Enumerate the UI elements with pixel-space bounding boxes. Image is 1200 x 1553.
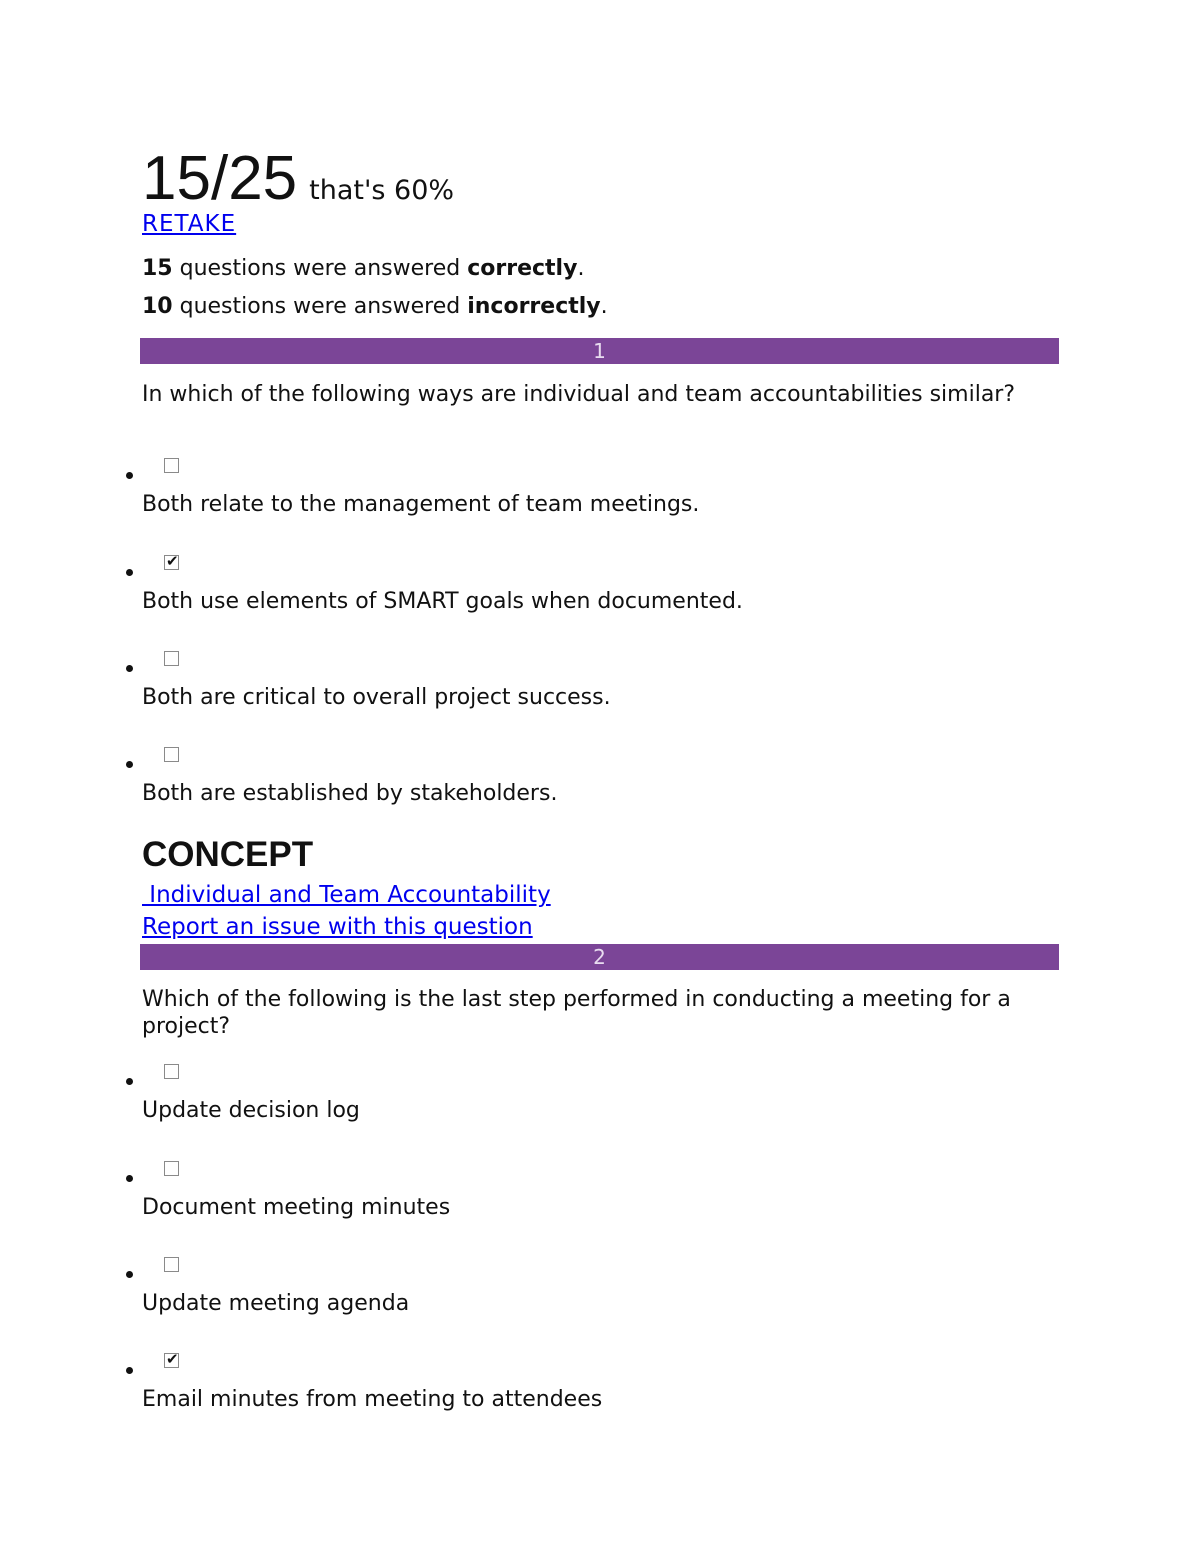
answer-checkbox[interactable] — [164, 1064, 179, 1079]
bullet — [126, 1175, 133, 1182]
concept-link[interactable]: Individual and Team Accountability — [142, 882, 551, 908]
answer-label: Both relate to the management of team meetings. — [142, 492, 700, 517]
correct-summary — [142, 256, 584, 281]
answer-checkbox[interactable] — [164, 1350, 179, 1368]
answer-checkbox[interactable] — [164, 458, 179, 473]
answer-checkbox[interactable] — [164, 1257, 179, 1272]
concept-heading: CONCEPT — [142, 835, 314, 874]
correct-summary-text: questions were answered — [172, 256, 468, 281]
answer-label: Both are critical to overall project success. — [142, 685, 611, 710]
bullet — [126, 1078, 133, 1085]
answer-checkbox[interactable] — [164, 651, 179, 666]
answer-label: Email minutes from meeting to attendees — [142, 1387, 603, 1412]
question-text: In which of the following ways are individual and team accountabilities similar? — [142, 382, 1016, 407]
bullet — [126, 761, 133, 768]
incorrect-summary — [142, 294, 608, 319]
answer-label: Update meeting agenda — [142, 1291, 410, 1316]
answer-option — [142, 458, 1042, 538]
answer-checkbox[interactable] — [164, 1161, 179, 1176]
incorrect-summary-text: questions were answered — [172, 294, 468, 319]
checkmark-icon: ✔ — [166, 552, 179, 570]
bullet — [126, 1271, 133, 1278]
bullet — [126, 1367, 133, 1374]
answer-checkbox[interactable] — [164, 747, 179, 762]
bullet — [126, 665, 133, 672]
score-header — [142, 144, 454, 214]
question-number-bar: 1 — [140, 338, 1059, 364]
report-issue-link[interactable]: Report an issue with this question — [142, 914, 533, 940]
incorrect-count: 10 — [142, 294, 173, 319]
answer-label: Update decision log — [142, 1098, 360, 1123]
answer-option — [142, 1161, 1042, 1241]
bullet — [126, 472, 133, 479]
answer-label: Document meeting minutes — [142, 1195, 451, 1220]
checkmark-icon: ✔ — [166, 1350, 179, 1368]
answer-label: Both are established by stakeholders. — [142, 781, 558, 806]
answer-option — [142, 747, 1042, 827]
incorrect-word: incorrectly — [467, 294, 601, 319]
question-text: Which of the following is the last step performed in conducting a meeting for a project? — [142, 987, 1011, 1039]
score-percent: that's 60% — [309, 175, 455, 206]
answer-option — [142, 1350, 1042, 1433]
correct-count: 15 — [142, 256, 173, 281]
retake-link[interactable]: RETAKE — [142, 211, 237, 237]
score-fraction: 15/25 — [142, 144, 298, 213]
correct-period: . — [577, 256, 585, 281]
bullet — [126, 569, 133, 576]
answer-option — [142, 1064, 1042, 1144]
question-number-bar: 2 — [140, 944, 1059, 970]
answer-option — [142, 651, 1042, 731]
answer-checkbox[interactable] — [164, 552, 179, 570]
incorrect-period: . — [600, 294, 608, 319]
answer-label: Both use elements of SMART goals when documented. — [142, 589, 743, 614]
answer-option — [142, 1257, 1042, 1337]
answer-option — [142, 552, 1042, 635]
correct-word: correctly — [467, 256, 578, 281]
